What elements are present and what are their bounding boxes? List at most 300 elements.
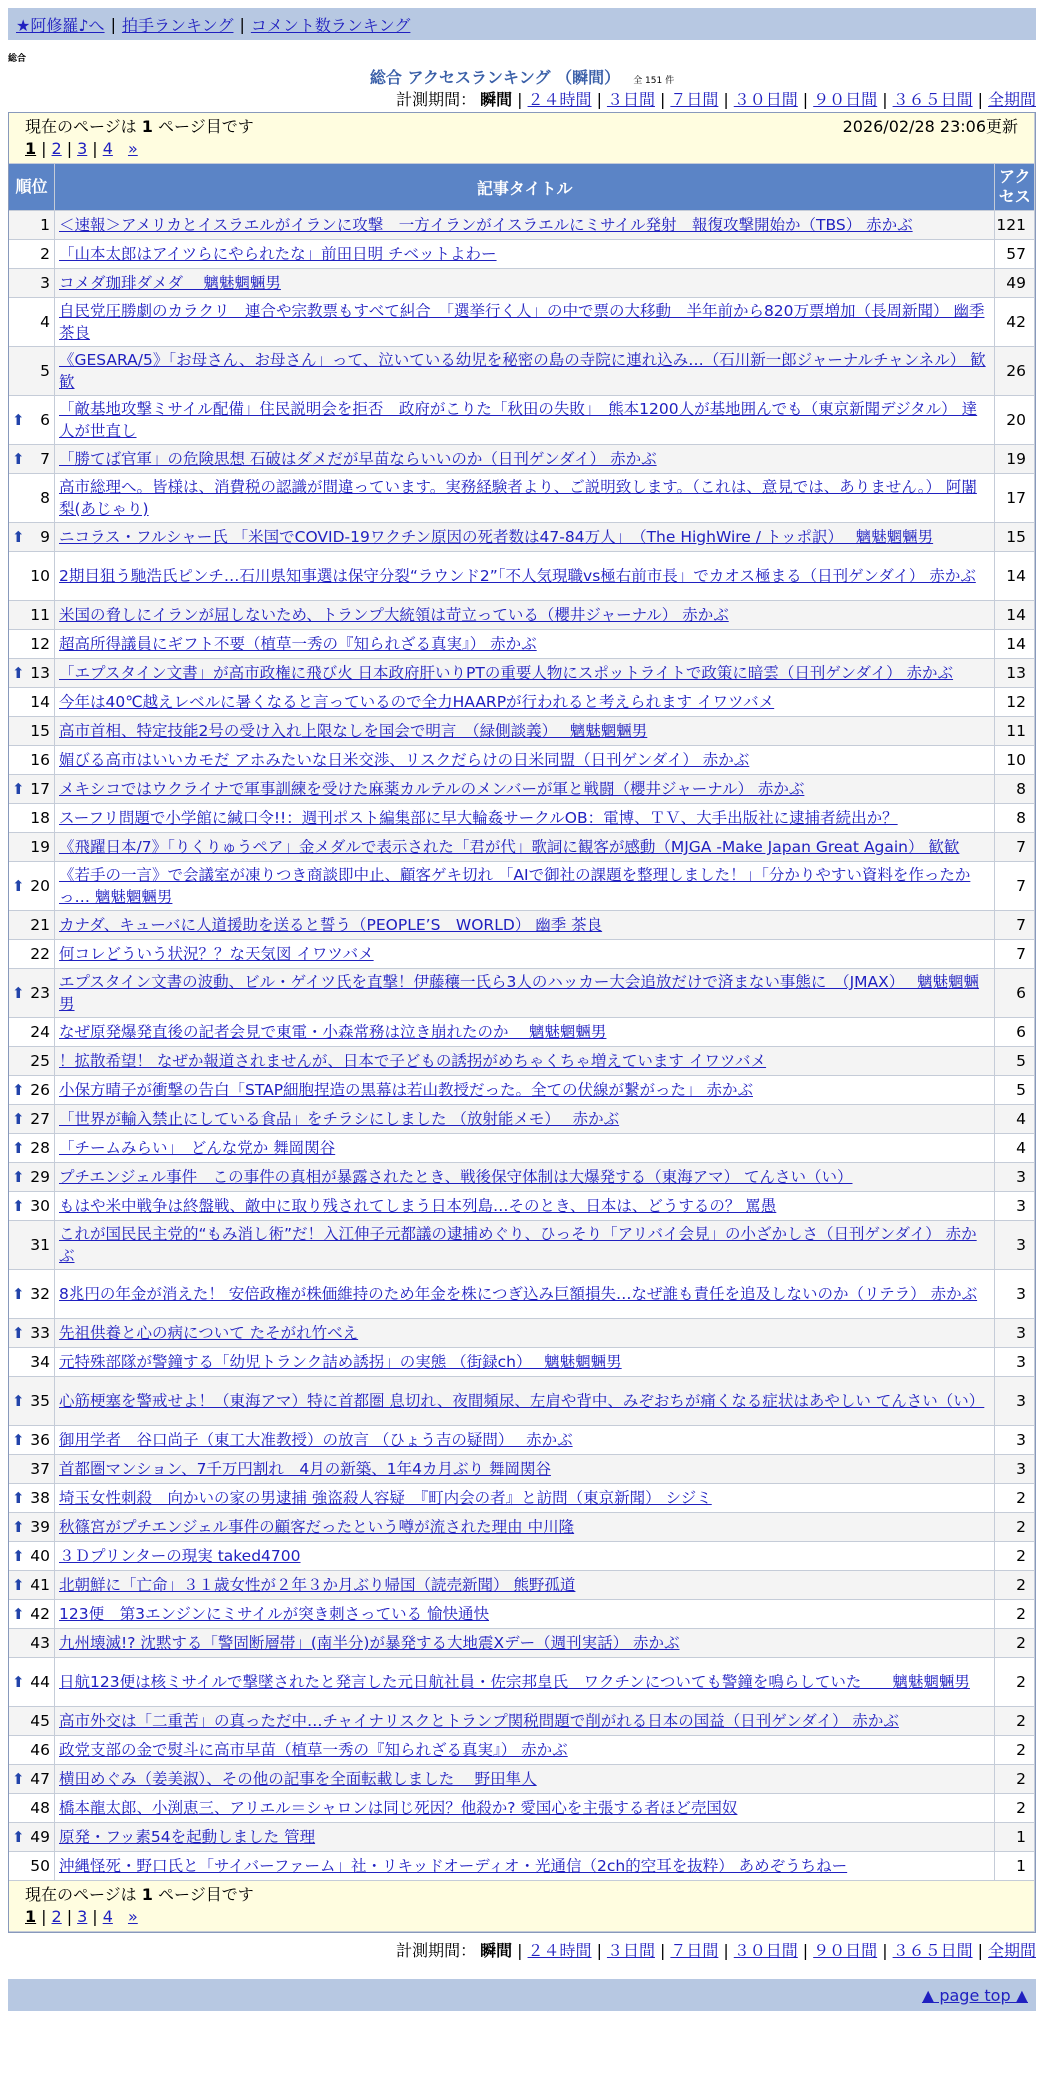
title-cell xyxy=(55,1455,995,1484)
access-count: 3 xyxy=(995,1319,1035,1348)
access-count: 7 xyxy=(995,833,1035,862)
clap-ranking-link[interactable]: 拍手ランキング xyxy=(121,15,234,35)
rank-number: 4 xyxy=(40,313,50,331)
access-count: 49 xyxy=(995,269,1035,298)
page-link-3[interactable]: 3 xyxy=(77,139,88,158)
column-header-title: 記事タイトル xyxy=(55,164,995,211)
table-row xyxy=(9,1852,1035,1881)
page-link-2[interactable]: 2 xyxy=(51,1907,62,1926)
period-separator: | xyxy=(659,90,666,109)
rank-cell xyxy=(9,746,55,775)
access-count: 2 xyxy=(995,1542,1035,1571)
period-link-4[interactable]: ３０日間 xyxy=(733,1941,798,1960)
table-row xyxy=(9,347,1035,396)
article-link[interactable]: 原発・フッ素54を起動しました 管理 xyxy=(59,1828,316,1846)
rank-cell xyxy=(9,1018,55,1047)
period-label: 計測期間： xyxy=(396,90,477,109)
title-cell xyxy=(55,1018,995,1047)
access-count: 4 xyxy=(995,1105,1035,1134)
access-count: 8 xyxy=(995,804,1035,833)
article-link[interactable]: 8兆円の年金が消えた！ 安倍政権が株価維持のため年金を株につぎ込み巨額損失…なぜ誰も責任を追及しないのか（リテラ） 赤かぶ xyxy=(59,1285,978,1303)
rank-number: 5 xyxy=(40,362,50,380)
up-arrow-icon: ⬆ xyxy=(12,1673,25,1691)
up-arrow-icon: ⬆ xyxy=(12,1770,25,1788)
table-row xyxy=(9,940,1035,969)
rank-number: 1 xyxy=(40,216,50,234)
rank-number: 46 xyxy=(30,1741,50,1759)
ranking-count: 全 151 件 xyxy=(633,76,675,86)
article-link[interactable]: 媚びる高市はいいカモだ アホみたいな日米交渉、リスクだらけの日米同盟（日刊ゲンダイ） 赤かぶ xyxy=(59,751,750,769)
article-link[interactable]: 自民党圧勝劇のカラクリ 連合や宗教票もすべて糾合 「選挙行く人」の中で票の大移動 半年前から820万票増加（長周新聞） 幽季 茶良 xyxy=(59,302,985,342)
rank-number: 50 xyxy=(30,1857,50,1875)
rank-number: 9 xyxy=(40,528,50,546)
title-cell xyxy=(55,1377,995,1426)
article-link[interactable]: 《GESARA/5》「お母さん、お母さん」って、泣いている幼児を秘密の島の寺院に連れ込み…（石川新一郎ジャーナルチャンネル） 歓歓 xyxy=(59,351,986,391)
rank-cell xyxy=(9,630,55,659)
page-separator: | xyxy=(66,1907,73,1926)
article-link[interactable]: 横田めぐみ（姜美淑）、その他の記事を全面転載しました 野田隼人 xyxy=(59,1770,537,1788)
pager-top xyxy=(9,113,1035,164)
rank-number: 30 xyxy=(30,1197,50,1215)
table-row xyxy=(9,1571,1035,1600)
rank-cell xyxy=(9,1794,55,1823)
article-link[interactable]: 秋篠宮がプチエンジェル事件の顧客だったという噂が流された理由 中川隆 xyxy=(59,1518,575,1536)
access-count: 2 xyxy=(995,1765,1035,1794)
period-separator: | xyxy=(659,1941,666,1960)
rank-cell xyxy=(9,1658,55,1707)
period-current: 瞬間 xyxy=(480,90,513,109)
nav-separator: | xyxy=(110,14,116,34)
rank-number: 32 xyxy=(30,1285,50,1303)
article-link[interactable]: 日航123便は核ミサイルで撃墜されたと発言した元日航社員・佐宗邦皇氏 ワクチンについても警鐘を鳴らしていた 魑魅魍魎男 xyxy=(59,1673,970,1691)
period-link-7[interactable]: 全期間 xyxy=(987,90,1036,109)
table-row xyxy=(9,445,1035,474)
title-cell xyxy=(55,601,995,630)
title-cell xyxy=(55,911,995,940)
page-top-link[interactable]: ▲ page top ▲ xyxy=(921,1985,1028,2005)
table-row xyxy=(9,1192,1035,1221)
rank-number: 31 xyxy=(30,1236,50,1254)
access-count: 13 xyxy=(995,659,1035,688)
up-arrow-icon: ⬆ xyxy=(12,1489,25,1507)
period-link-1[interactable]: ２４時間 xyxy=(527,90,592,109)
up-arrow-icon: ⬆ xyxy=(12,1605,25,1623)
access-count: 6 xyxy=(995,1018,1035,1047)
access-count: 121 xyxy=(995,211,1035,240)
article-link[interactable]: 「勝てば官軍」の危険思想 石破はダメだが早苗ならいいのか（日刊ゲンダイ） 赤かぶ xyxy=(59,450,657,468)
table-row xyxy=(9,1736,1035,1765)
period-link-4[interactable]: ３０日間 xyxy=(733,90,798,109)
article-link[interactable]: スーフリ問題で小学館に緘口令!!：週刊ポスト編集部に早大輪姦サークルOB：電博、ＴＶ、大手出版社に逮捕者続出か？ xyxy=(59,809,898,827)
access-count: 26 xyxy=(995,347,1035,396)
rank-cell xyxy=(9,1426,55,1455)
table-row xyxy=(9,1221,1035,1270)
article-link[interactable]: 《飛躍日本/7》「りくりゅうペア」金メダルで表示された「君が代」歌詞に観客が感動（MJGA -Make Japan Great Again） 歓歓 xyxy=(59,838,960,856)
rank-cell xyxy=(9,1455,55,1484)
access-count: 2 xyxy=(995,1600,1035,1629)
home-link[interactable]: ★阿修羅♪へ xyxy=(16,15,105,35)
title-cell xyxy=(55,1426,995,1455)
page-next-link[interactable]: » xyxy=(127,1907,138,1926)
article-link[interactable]: これが国民民主党的“もみ消し術”だ！入江伸子元都議の逮捕めぐり、ひっそり「アリバイ会見」の小ざかしさ（日刊ゲンダイ） 赤かぶ xyxy=(59,1225,977,1265)
up-arrow-icon: ⬆ xyxy=(12,1285,25,1303)
article-link[interactable]: 「山本太郎はアイツらにやられたな」前田日明 チベットよわー xyxy=(59,245,497,263)
title-cell xyxy=(55,1658,995,1707)
period-link-6[interactable]: ３６５日間 xyxy=(892,90,973,109)
up-arrow-icon: ⬆ xyxy=(12,1139,25,1157)
table-row xyxy=(9,1076,1035,1105)
table-row xyxy=(9,1513,1035,1542)
up-arrow-icon: ⬆ xyxy=(12,780,25,798)
access-count: 42 xyxy=(995,298,1035,347)
table-row xyxy=(9,1658,1035,1707)
page-link-2[interactable]: 2 xyxy=(51,139,62,158)
article-link[interactable]: カナダ、キューバに人道援助を送ると誓う（PEOPLE’S WORLD） 幽季 茶良 xyxy=(59,916,603,934)
table-row xyxy=(9,1105,1035,1134)
title-cell xyxy=(55,347,995,396)
period-separator: | xyxy=(802,1941,809,1960)
up-arrow-icon: ⬆ xyxy=(12,1431,25,1449)
article-link[interactable]: 首都圏マンション、7千万円割れ 4月の新築、1年4カ月ぶり 舞岡関谷 xyxy=(59,1460,551,1478)
title-cell xyxy=(55,1192,995,1221)
table-row xyxy=(9,1629,1035,1658)
rank-number: 3 xyxy=(40,274,50,292)
period-link-2[interactable]: ３日間 xyxy=(606,90,655,109)
table-row xyxy=(9,1348,1035,1377)
article-link[interactable]: 《若手の一言》で会議室が凍りつき商談即中止、顧客ゲキ切れ 「AIで御社の課題を整理しました！」「分かりやすい資料を作ったかっ… 魑魅魍魎男 xyxy=(59,866,971,906)
table-row xyxy=(9,1377,1035,1426)
article-link[interactable]: 橋本龍太郎、小渕恵三、アリエル＝シャロンは同じ死因？他殺か? 愛国心を主張する者ほど売国奴 xyxy=(59,1799,738,1817)
access-count: 17 xyxy=(995,474,1035,523)
table-row xyxy=(9,1047,1035,1076)
rank-cell xyxy=(9,1852,55,1881)
title-cell xyxy=(55,1600,995,1629)
table-row xyxy=(9,1319,1035,1348)
article-link[interactable]: 超高所得議員にギフト不要（植草一秀の『知られざる真実』） 赤かぶ xyxy=(59,635,537,653)
page-links xyxy=(25,1906,1018,1928)
rank-number: 41 xyxy=(30,1576,50,1594)
rank-number: 24 xyxy=(30,1023,50,1041)
period-separator: | xyxy=(723,1941,729,1960)
table-row xyxy=(9,804,1035,833)
title-cell xyxy=(55,211,995,240)
access-count: 4 xyxy=(995,1134,1035,1163)
table-row xyxy=(9,969,1035,1018)
ranking-table xyxy=(8,112,1036,1933)
article-link[interactable]: ＜速報＞アメリカとイスラエルがイランに攻撃 一方イランがイスラエルにミサイル発射 報復攻撃開始か（TBS） 赤かぶ xyxy=(59,216,913,234)
rank-number: 15 xyxy=(30,722,50,740)
rank-number: 14 xyxy=(30,693,50,711)
article-link[interactable]: 123便 第3エンジンにミサイルが突き刺さっている 愉快通快 xyxy=(59,1605,490,1623)
rank-number: 19 xyxy=(30,838,50,856)
page-link-3[interactable]: 3 xyxy=(77,1907,88,1926)
access-count: 3 xyxy=(995,1163,1035,1192)
ranking-title: 総合 アクセスランキング （瞬間） xyxy=(369,68,621,87)
rank-cell xyxy=(9,1629,55,1658)
rank-cell xyxy=(9,1270,55,1319)
title-cell xyxy=(55,1134,995,1163)
article-link[interactable]: 「敵基地攻撃ミサイル配備」住民説明会を拒否 政府がこりた「秋田の失敗」 熊本1200人が基地囲んでも（東京新聞デジタル） 達人が世直し xyxy=(59,400,978,440)
ranking-heading xyxy=(8,68,1036,88)
rank-number: 7 xyxy=(40,450,50,468)
article-link[interactable]: 沖縄怪死・野口氏と「サイバーファーム」社・リキッドオーディオ・光通信（2ch的空耳を抜粋） あめぞうちねー xyxy=(59,1857,848,1875)
table-row xyxy=(9,746,1035,775)
article-link[interactable]: 政党支部の金で熨斗に高市早苗（植草一秀の『知られざる真実』） 赤かぶ xyxy=(59,1741,568,1759)
period-selector-bottom xyxy=(8,1939,1036,1963)
article-link[interactable]: 「チームみらい」 どんな党か 舞岡関谷 xyxy=(59,1139,336,1157)
article-link[interactable]: 「エプスタイン文書」が高市政権に飛び火 日本政府肝いりPTの重要人物にスポットライトで政策に暗雲（日刊ゲンダイ） 赤かぶ xyxy=(59,664,954,682)
period-link-2[interactable]: ３日間 xyxy=(606,1941,655,1960)
comment-ranking-link[interactable]: コメント数ランキング xyxy=(250,15,411,35)
period-link-6[interactable]: ３６５日間 xyxy=(892,1941,973,1960)
article-link[interactable]: コメダ珈琲ダメダ 魑魅魍魎男 xyxy=(59,274,281,292)
genre-label: 総合 xyxy=(8,54,27,64)
rank-cell xyxy=(9,1571,55,1600)
article-link[interactable]: プチエンジェル事件 この事件の真相が暴露されたとき、戦後保守体制は大爆発する（東海アマ） てんさい（い） xyxy=(59,1168,853,1186)
table-row xyxy=(9,911,1035,940)
period-selector xyxy=(8,88,1036,112)
title-cell xyxy=(55,445,995,474)
rank-cell xyxy=(9,1105,55,1134)
table-row xyxy=(9,474,1035,523)
period-label: 計測期間： xyxy=(396,1941,477,1960)
page-next-link[interactable]: » xyxy=(127,139,138,158)
page-spacer xyxy=(118,1907,123,1926)
access-count: 2 xyxy=(995,1736,1035,1765)
rank-number: 26 xyxy=(30,1081,50,1099)
period-link-5[interactable]: ９０日間 xyxy=(813,90,878,109)
article-link[interactable]: ！拡散希望！ なぜか報道されませんが、日本で子どもの誘拐がめちゃくちゃ増えています イワツバメ xyxy=(59,1052,767,1070)
article-link[interactable]: 埼玉女性刺殺 向かいの家の男逮捕 強盗殺人容疑 『町内会の者』と訪問（東京新聞） シジミ xyxy=(59,1489,712,1507)
table-row xyxy=(9,1794,1035,1823)
title-cell xyxy=(55,396,995,445)
article-link[interactable]: 「世界が輸入禁止にしている食品」をチラシにしました （放射能メモ） 赤かぶ xyxy=(59,1110,620,1128)
article-link[interactable]: 高市総理へ。皆様は、消費税の認識が間違っています。実務経験者より、ご説明致します。（これは、意見では、ありません。） 阿闍梨(あじゃり) xyxy=(59,478,977,518)
rank-number: 6 xyxy=(40,411,50,429)
rank-cell xyxy=(9,911,55,940)
rank-number: 18 xyxy=(30,809,50,827)
rank-cell xyxy=(9,298,55,347)
access-count: 2 xyxy=(995,1484,1035,1513)
page-separator: | xyxy=(92,1907,98,1926)
rank-number: 10 xyxy=(30,567,50,585)
table-row xyxy=(9,1018,1035,1047)
article-link[interactable]: 御用学者 谷口尚子（東工大准教授）の放言 （ひょう吉の疑問） 赤かぶ xyxy=(59,1431,573,1449)
article-link[interactable]: 今年は40℃越えレベルに暑くなると言っているので全力HAARPが行われると考えられます イワツバメ xyxy=(59,693,775,711)
period-separator: | xyxy=(517,90,523,109)
rank-number: 12 xyxy=(30,635,50,653)
rank-cell xyxy=(9,1348,55,1377)
article-link[interactable]: 何コレどういう状況？？な天気図 イワツバメ xyxy=(59,945,374,963)
page-separator: | xyxy=(41,139,47,158)
page-current: 1 xyxy=(25,139,37,158)
article-link[interactable]: 元特殊部隊が警鐘する「幼児トランク詰め誘拐」の実態 （街録ch） 魑魅魍魎男 xyxy=(59,1353,622,1371)
article-link[interactable]: なぜ原発爆発直後の記者会見で東電・小森常務は泣き崩れたのか 魑魅魍魎男 xyxy=(59,1023,607,1041)
article-link[interactable]: 先祖供養と心の病について たそがれ竹べえ xyxy=(59,1324,359,1342)
title-cell xyxy=(55,1765,995,1794)
table-row xyxy=(9,833,1035,862)
article-link[interactable]: 高市首相、特定技能2号の受け入れ上限なしを国会で明言 （緑側談義） 魑魅魍魎男 xyxy=(59,722,648,740)
top-nav xyxy=(8,8,1036,40)
period-separator: | xyxy=(723,90,729,109)
access-count: 2 xyxy=(995,1513,1035,1542)
table-row xyxy=(9,523,1035,552)
table-row xyxy=(9,211,1035,240)
up-arrow-icon: ⬆ xyxy=(12,1392,25,1410)
rank-number: 23 xyxy=(30,984,50,1002)
rank-cell xyxy=(9,717,55,746)
title-cell xyxy=(55,1513,995,1542)
title-cell xyxy=(55,1221,995,1270)
title-cell xyxy=(55,746,995,775)
rank-cell xyxy=(9,347,55,396)
rank-number: 35 xyxy=(30,1392,50,1410)
table-row xyxy=(9,1707,1035,1736)
table-row xyxy=(9,1823,1035,1852)
access-count: 14 xyxy=(995,601,1035,630)
period-link-3[interactable]: ７日間 xyxy=(670,90,719,109)
rank-cell xyxy=(9,1765,55,1794)
title-cell xyxy=(55,1076,995,1105)
rank-number: 37 xyxy=(30,1460,50,1478)
table-row xyxy=(9,1270,1035,1319)
article-link[interactable]: 九州壊滅!? 沈黙する「警固断層帯」(南半分)が暴発する大地震Xデー（週刊実話） 赤かぶ xyxy=(59,1634,680,1652)
access-count: 2 xyxy=(995,1707,1035,1736)
access-count: 3 xyxy=(995,1221,1035,1270)
footer-bar xyxy=(8,1979,1036,2011)
rank-number: 38 xyxy=(30,1489,50,1507)
title-cell xyxy=(55,688,995,717)
access-count: 2 xyxy=(995,1571,1035,1600)
rank-number: 25 xyxy=(30,1052,50,1070)
title-cell xyxy=(55,1571,995,1600)
period-link-1[interactable]: ２４時間 xyxy=(527,1941,592,1960)
table-row xyxy=(9,862,1035,911)
column-header-access: アクセス xyxy=(995,164,1035,211)
table-row xyxy=(9,1600,1035,1629)
access-count: 14 xyxy=(995,552,1035,601)
article-link[interactable]: 小保方晴子が衝撃の告白「STAP細胞捏造の黒幕は若山教授だった。全ての伏線が繋がった」 赤かぶ xyxy=(59,1081,753,1099)
article-link[interactable]: ニコラス・フルシャー氏 「米国でCOVID-19ワクチン原因の死者数は47-84万人」 （The HighWire / トッポ訳） 魑魅魍魎男 xyxy=(59,528,934,546)
table-row xyxy=(9,1163,1035,1192)
table-row xyxy=(9,1134,1035,1163)
rank-cell xyxy=(9,552,55,601)
access-count: 3 xyxy=(995,1270,1035,1319)
table-row xyxy=(9,1484,1035,1513)
rank-number: 34 xyxy=(30,1353,50,1371)
rank-cell xyxy=(9,940,55,969)
up-arrow-icon: ⬆ xyxy=(12,1576,25,1594)
article-link[interactable]: 高市外交は「二重苦」の真っただ中…チャイナリスクとトランプ関税問題で削がれる日本の国益（日刊ゲンダイ） 赤かぶ xyxy=(59,1712,899,1730)
page-link-4[interactable]: 4 xyxy=(102,139,113,158)
up-arrow-icon: ⬆ xyxy=(12,1324,25,1342)
rank-cell xyxy=(9,1707,55,1736)
rank-number: 17 xyxy=(30,780,50,798)
rank-cell xyxy=(9,1047,55,1076)
article-link[interactable]: 米国の脅しにイランが屈しないため、トランプ大統領は苛立っている（櫻井ジャーナル） 赤かぶ xyxy=(59,606,729,624)
article-link[interactable]: ３Ｄプリンターの現実 taked4700 xyxy=(59,1547,301,1565)
title-cell xyxy=(55,523,995,552)
title-cell xyxy=(55,474,995,523)
article-link[interactable]: メキシコではウクライナで軍事訓練を受けた麻薬カルテルのメンバーが軍と戦闘（櫻井ジャーナル） 赤かぶ xyxy=(59,780,805,798)
rank-cell xyxy=(9,523,55,552)
article-link[interactable]: 北朝鮮に「亡命」３１歳女性が２年３か月ぶり帰国（読売新聞） 熊野孤道 xyxy=(59,1576,576,1594)
rank-cell xyxy=(9,474,55,523)
table-row xyxy=(9,1765,1035,1794)
rank-number: 45 xyxy=(30,1712,50,1730)
page-link-4[interactable]: 4 xyxy=(102,1907,113,1926)
access-count: 7 xyxy=(995,911,1035,940)
rank-cell xyxy=(9,775,55,804)
page-separator: | xyxy=(66,139,73,158)
period-link-5[interactable]: ９０日間 xyxy=(813,1941,878,1960)
rank-cell xyxy=(9,269,55,298)
title-cell xyxy=(55,862,995,911)
title-cell xyxy=(55,940,995,969)
access-count: 20 xyxy=(995,396,1035,445)
up-arrow-icon: ⬆ xyxy=(12,1081,25,1099)
updated-time: 2026/02/28 23:06更新 xyxy=(842,117,1018,136)
rank-number: 33 xyxy=(30,1324,50,1342)
rank-cell xyxy=(9,969,55,1018)
article-link[interactable]: エプスタイン文書の波動、ビル・ゲイツ氏を直撃！伊藤穰一氏ら3人のハッカー大会追放だけで済まない事態に （JMAX） 魑魅魍魎男 xyxy=(59,973,979,1013)
page-separator: | xyxy=(92,139,98,158)
up-arrow-icon: ⬆ xyxy=(12,984,25,1002)
period-separator: | xyxy=(882,90,888,109)
title-cell xyxy=(55,1105,995,1134)
access-count: 1 xyxy=(995,1852,1035,1881)
page-spacer xyxy=(118,139,123,158)
rank-cell xyxy=(9,862,55,911)
rank-cell xyxy=(9,1600,55,1629)
access-count: 3 xyxy=(995,1348,1035,1377)
up-arrow-icon: ⬆ xyxy=(12,1197,25,1215)
rank-number: 47 xyxy=(30,1770,50,1788)
article-link[interactable]: もはや米中戦争は終盤戦、敵中に取り残されてしまう日本列島…そのとき、日本は、どうするの？ 罵愚 xyxy=(59,1197,777,1215)
page-current: 1 xyxy=(25,1907,37,1926)
table-row xyxy=(9,1542,1035,1571)
rank-number: 40 xyxy=(30,1547,50,1565)
page-links xyxy=(25,138,1018,160)
rank-cell xyxy=(9,396,55,445)
rank-number: 43 xyxy=(30,1634,50,1652)
rank-number: 20 xyxy=(30,877,50,895)
rank-cell xyxy=(9,833,55,862)
title-cell xyxy=(55,1852,995,1881)
period-separator: | xyxy=(596,90,602,109)
title-cell xyxy=(55,969,995,1018)
article-link[interactable]: 2期目狙う馳浩氏ピンチ…石川県知事選は保守分裂“ラウンド2”「不人気現職vs極右前市長」でカオス極まる（日刊ゲンダイ） 赤かぶ xyxy=(59,567,976,585)
access-count: 11 xyxy=(995,717,1035,746)
article-link[interactable]: 心筋梗塞を警戒せよ！（東海アマ）特に首都圏 息切れ、夜間頻尿、左肩や背中、みぞおちが痛くなる症状はあやしい てんさい（い） xyxy=(59,1392,985,1410)
rank-cell xyxy=(9,1192,55,1221)
table-row xyxy=(9,601,1035,630)
title-cell xyxy=(55,630,995,659)
access-count: 3 xyxy=(995,1455,1035,1484)
rank-cell xyxy=(9,1134,55,1163)
table-row xyxy=(9,552,1035,601)
rank-cell xyxy=(9,688,55,717)
rank-number: 22 xyxy=(30,945,50,963)
current-page-text: 現在のページは 1 ページ目です xyxy=(25,117,254,136)
title-cell xyxy=(55,269,995,298)
up-arrow-icon: ⬆ xyxy=(12,450,25,468)
period-link-3[interactable]: ７日間 xyxy=(670,1941,719,1960)
period-link-7[interactable]: 全期間 xyxy=(987,1941,1036,1960)
table-row xyxy=(9,688,1035,717)
period-separator: | xyxy=(596,1941,602,1960)
rank-number: 29 xyxy=(30,1168,50,1186)
